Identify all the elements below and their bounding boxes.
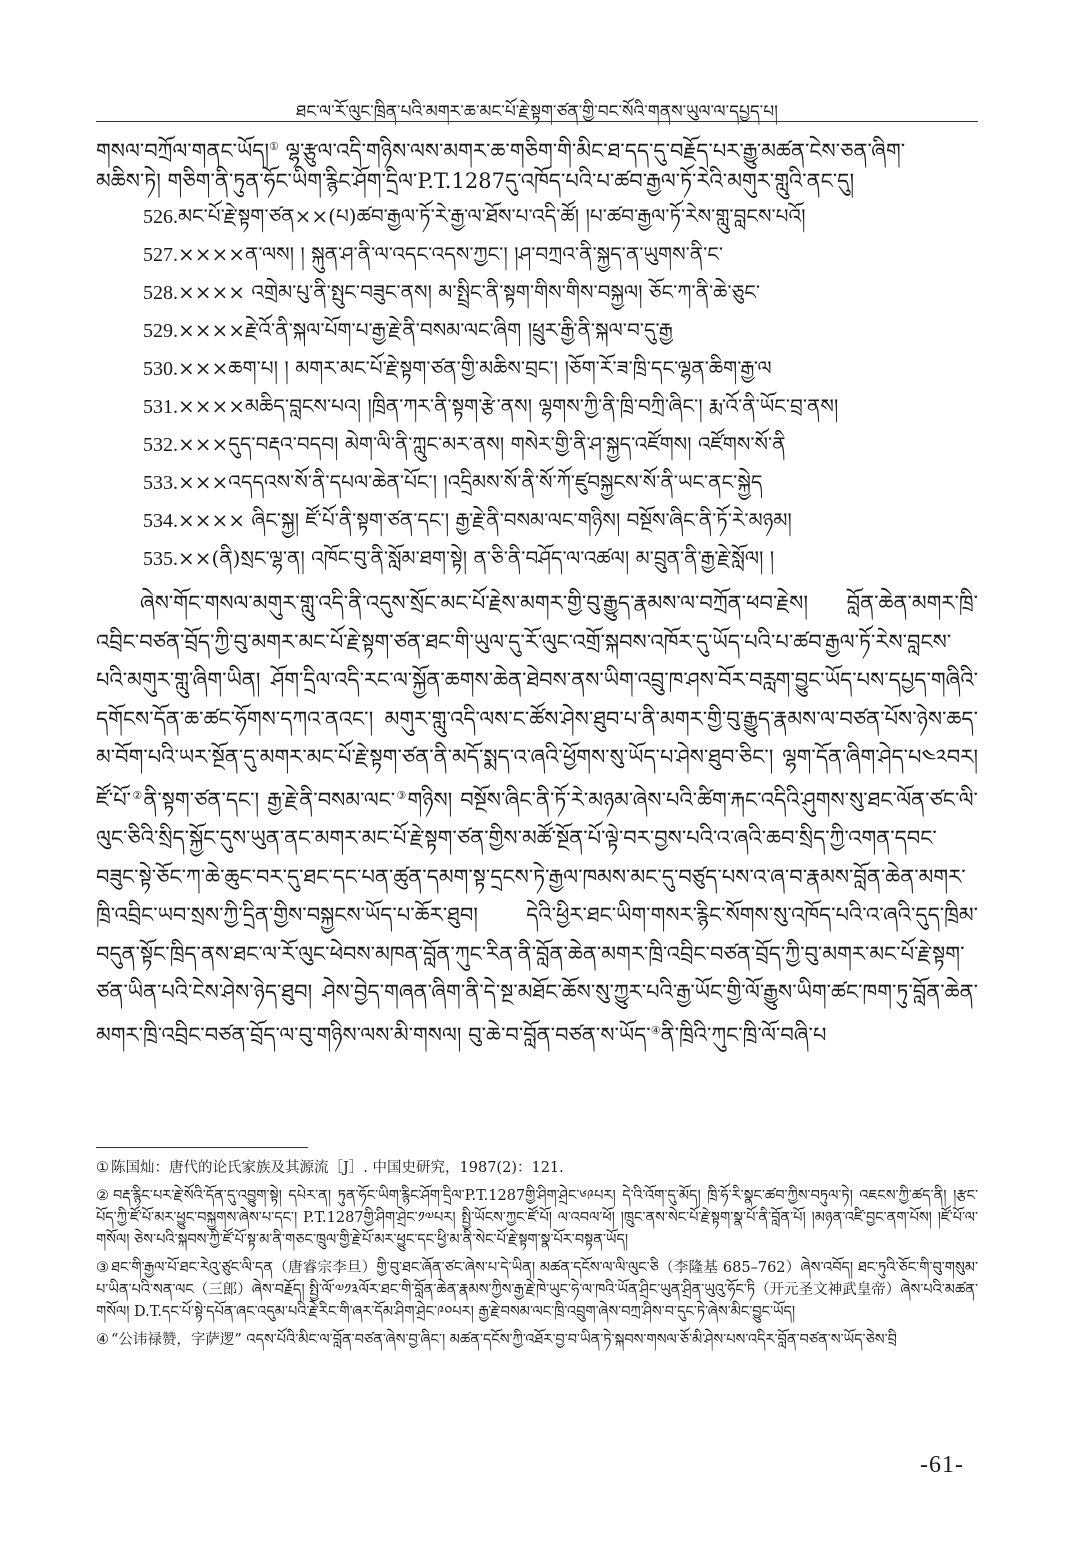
numbered-verse-lines bbox=[96, 198, 978, 578]
running-header: ཐང་ལ་ཪོ་ལུང་ཁྲིན་པའི་མགར་ཆ་མང་པོ་རྗེ་སྟག་ཙན་གྱི་བང་སོའི་གནས་ཡུལ་ལ་དཔྱད་པ། bbox=[296, 102, 778, 122]
intro-text-cont: ལྷ་རྩུལ་འདི་གཉིས་ལས་མགར་ཆ་གཅིག་གི་མིང་ཐ་དད་དུ་བརྗོད་པར་རྒྱུ་མཚན་ངེས་ཅན་ཞིག་ bbox=[278, 139, 906, 163]
footnote-text: བརྡ་རྙིང་པར་རྗེ་སོའི་དོན་དུ་འབྱུག་སྟེ། དཔེར་ན། ཏུན་ཧོང་ཡིག་རྙིང་ཤོག་དྲིལ་P.T.1287གྱི་ཤིག་ཤྲེང་༦༩པར། དེ་འི་འོག་དུ་མོད། ཁྲི་ཧོ་རི་སྣང་ཚབ་ཀྱིས་བཏུལ་ཏེ། འཇངས་ཀྱི་ཚད་ནི། །རྩང་པོད་ཀྱི་ཛོ་པོ་མར་ཕྱུང་བསྐྱགས་ཞེས་པ་དང་། P.T.1287གྱི་ཤིག་ཤྲེང་༡༧པར། སྤྱི་ཡོངས་ཀྱང་ཛོ་པོ། ལ་འབལ་ཕོ། །ཁྲུང་ནས་སེང་པོ་རྗེ་སྟག་སྣ་པོ་ནི་བློན་པོ། །མཉན་འཛི་བྱང་ནག་པོས། །ཛོ་པོ་ལ་གསོལ། ཅེས་པའི་སྐབས་ཀྱི་ཛོ་པོ་སྟ་མ་ནི་གཅང་ཁྲུལ་གྱི་རྗེ་པོ་མར་ཕྱུང་དང་ཕྱི་མ་ནི་སེང་པོ་རྗེ་སྟག་སྣ་པོར་བསྟན་ཡོད། bbox=[96, 1188, 978, 1248]
line-number: 530. bbox=[143, 358, 178, 380]
footnote-ref-1[interactable]: ① bbox=[269, 140, 279, 153]
line-number: 534. bbox=[143, 510, 178, 532]
line-number: 529. bbox=[143, 320, 178, 342]
footnote-ref-2[interactable]: ② bbox=[131, 788, 144, 802]
intro-text: གསལ་བཀྲོལ་གནང་ཡོད། bbox=[96, 139, 270, 163]
footnote-1 bbox=[96, 1157, 978, 1179]
footnote-3 bbox=[96, 1257, 978, 1323]
body-text bbox=[96, 132, 978, 1054]
verse-line bbox=[96, 350, 978, 388]
footnote-ref-4[interactable]: ④ bbox=[650, 1023, 661, 1037]
line-text: ×××× འགྲེམ་པུ་ནི་སྤུང་བཟུང་ནས། མ་སྤྲིང་ནི་སྟག་གིས་གིས་བསྐྱལ། ཅོང་ཀ་ནི་ཆེ་ཅུང་ bbox=[178, 280, 761, 304]
header-rule bbox=[96, 121, 978, 122]
verse-line bbox=[96, 236, 978, 274]
footnote-mark: ③ bbox=[96, 1260, 110, 1276]
main-text-3: གཉིས། བསྔོས་ཞིང་ནི་ཏོ་རེ་མཉམ་ཞེས་པའི་ཚིག་རྐང་འདིའི་ཤུགས་སུ་ཐང་ལོན་ཙང་ལི་ལུང་ཅིའི་སྲིད་སྐྱོང་དུས་ཡུན་ནང་མགར་མང་པོ་རྗེ་སྟག་ཙན་གྱིས་མཚོ་སྔོན་པོ་ལྟེ་བར་བྱས་པའི་འ་ཞའི་ཆབ་སྲིད་ཀྱི་འགན་དབང་བཟུང་སྟེ་ཅོང་ཀ་ཆེ་ཆུང་བར་དུ་ཐང་དང་པན་ཚུན་དམག་སྟ་དྲངས་ཏེ་རྒྱལ་ཁམས་མང་དུ་བཙུད་པས་འ་ཞ་བ་རྣམས་བློན་ཆེན་མགར་ཁྲི་འབྲིང་ཡབ་སྲས་ཀྱི་དྲིན་གྱིས་བསྐྱངས་ཡོད་པ་ཆོར་ཐུབ། དེའི་ཕྱིར་ཐང་ཡིག་གསར་རྙིང་སོགས་སུ་འཁོད་པའི་འ་ཞའི་དུད་ཁྲིམ་བདུན་སྟོང་ཁྲིད་ནས་ཐང་ལ་ཪོ་ལུང་ཕེབས་མཁན་བློན་ཀུང་རིན་ནི་བློན་ཆེན་མགར་ཁྲི་འབྲིང་བཙན་བྲོད་ཀྱི་བུ་མགར་མང་པོ་རྗེ་སྟག་ཙན་ཡིན་པའི་ངེས་ཤེས་ཉེད་ཐུབ། ཤེས་བྱེད་གཞན་ཞིག་ནི་དེ་སྔ་མཐོང་ཆོས་སུ་ཀྱུར་པའི་རྒྱ་ཡོང་གྱི་ལོ་རྒྱུས་ཡིག་ཚང་ཁག་ཏུ་བློན་ཆེན་མགར་ཁྲི་འབྲིང་བཙན་བྲོད་ལ་བུ་གཉིས་ལས་མི་གསལ། བུ་ཆེ་བ་བློན་བཙན་ས་ཡོད་ bbox=[96, 787, 978, 1047]
intro-text-line2: མཆིས་ཏེ། གཅིག་ནི་ཏུན་ཧོང་ཡིག་རྙིང་ཤོག་དྲིལ་P.T.1287དུ་འཁོད་པའི་པ་ཚབ་རྒྱལ་ཏོ་རེའི་མགུར་གླུའི་ནང་དུ། bbox=[96, 169, 855, 193]
line-text: མང་པོ་རྗེ་སྟག་ཙན××(པ)ཚབ་རྒྱལ་ཏོ་རེ་རྒྱ་ལ་ཐོས་པ་འདི་ཚོ། །པ་ཚབ་རྒྱལ་ཏོ་རེས་གླུ་བླངས་པའོ། bbox=[178, 204, 806, 228]
line-number: 527. bbox=[143, 244, 178, 266]
verse-line bbox=[96, 312, 978, 350]
footnote-4 bbox=[96, 1329, 978, 1351]
line-number: 531. bbox=[143, 396, 178, 418]
line-text: ××××རྗེ་འོ་ནི་སྐལ་པོག་པ་རྒྱ་རྗེ་ནི་བསམ་ལང་ཞིག །ཕྲུར་རྒྱི་ནི་སྐལ་བ་དུ་རྒྱ bbox=[178, 318, 673, 342]
footnote-mark: ① bbox=[96, 1160, 109, 1176]
verse-line bbox=[96, 198, 978, 236]
verse-line bbox=[96, 426, 978, 464]
line-number: 535. bbox=[143, 548, 178, 570]
line-number: 526. bbox=[143, 206, 178, 228]
verse-line bbox=[96, 464, 978, 502]
line-text: ××××མཆིད་བླངས་པའ། །ཁྲིན་ཀར་ནི་སྟག་རྩེ་ནས། ལྷགས་ཀྱི་ནི་ཁྲི་བཀྲི་ཞིང་། རྨ་འོ་ནི་ཡོང་བྲ་ནས། bbox=[178, 394, 839, 418]
footnote-mark: ② bbox=[96, 1188, 111, 1204]
verse-line bbox=[96, 502, 978, 540]
main-text-2: ནི་སྟག་ཙན་དང་། རྒྱ་རྗེ་ནི་བསམ་ལང་ bbox=[143, 787, 396, 812]
line-number: 533. bbox=[143, 472, 178, 494]
main-paragraph bbox=[96, 584, 978, 1054]
line-text: ××××ན་ལས། ། སྐུན་ཤ་ནི་ལ་འདང་འདས་ཀྱང་། །ཤ་བཀྲའ་ནི་སྐྱད་ན་ཡུགས་ནི་ང་ bbox=[178, 242, 724, 266]
line-number: 528. bbox=[143, 282, 178, 304]
main-text-1: ཞེས་གོང་གསལ་མགུར་གླུ་འདི་ནི་འདུས་སྲོང་མང་པོ་རྗེས་མགར་གྱི་བུ་རྒྱུད་རྣམས་ལ་བཀྲོན་ཕབ་རྗེས། བློན་ཆེན་མགར་ཁྲི་འབྲིང་བཙན་བྲོད་ཀྱི་བུ་མགར་མང་པོ་རྗེ་སྟག་ཙན་ཐང་གི་ཡུལ་དུ་ཪོ་ལུང་འགྲོ་སྐབས་འཁོར་དུ་ཡོད་པའི་པ་ཚབ་རྒྱལ་ཏོ་རེས་བླངས་པའི་མགུར་གླུ་ཞིག་ཡིན། ཤོག་དྲིལ་འདི་རང་ལ་སྐྱོན་ཆགས་ཆེན་ཐེབས་ནས་ཡིག་འབྲུ་ཁ་ཤས་བོར་བརླག་བྱུང་ཡོད་པས་དཔྱད་གཞིའི་དགོངས་དོན་ཆ་ཚང་ཧོགས་དཀའ་ནའང་། མགུར་གླུ་འདི་ལས་ང་ཚོས་ཤེས་ཐུབ་པ་ནི་མགར་གྱི་བུ་རྒྱུད་རྣམས་ལ་བཙན་པོས་ཉེས་ཆད་མ་བོག་པའི་ཡར་སྔོན་དུ་མགར་མང་པོ་རྗེ་སྟག་ཙན་ནི་མདོ་སྨད་འ་ཞའི་ཕྱོགས་སུ་ཡོད་པ་ཤེས་ཐུབ་ཅིང་། ལྷག་དོན་ཞིག་ཤེད་པ༤༢བར། ཛོ་པོ་ bbox=[96, 591, 978, 812]
line-text: ×××འདདའས་སོ་ནི་དཔལ་ཆེན་པོང་། །འདྲིམས་སོ་ནི་སོ་ཀོ་ཛུབསྐྱངས་སོ་ནི་ཡང་ནང་སྐྱེད bbox=[178, 470, 763, 494]
footnote-ref-3[interactable]: ③ bbox=[395, 788, 408, 802]
line-text: ××(ནི)སྲང་ལྷ་ན། འཁོང་བུ་ནི་སློམ་ཐག་སྟེ། ན་ཅི་ནི་བཤོད་ལ་འཚལ། མ་བྲུན་ནི་རྒྱ་རྗེ་སློལ། ། bbox=[178, 546, 775, 570]
footnote-rule bbox=[96, 1147, 308, 1148]
page-number: -61- bbox=[920, 1452, 964, 1478]
line-number: 532. bbox=[143, 434, 178, 456]
line-text: ×××དུད་བརྡའ་བདབ། མེག་ལི་ནི་ཀླུང་མར་ནས། གསེར་གྱི་ནི་ཤ་སྐྱད་འཛོགས། འཛོགས་སོ་ནི bbox=[178, 432, 786, 456]
footnotes bbox=[96, 1157, 978, 1357]
footnote-mark: ④ bbox=[96, 1332, 109, 1348]
footnote-text: 陈国灿：唐代的论氏家族及其源流［J］. 中国史研究，1987(2)：121. bbox=[111, 1160, 564, 1176]
line-text: ×××× ཞིང་སྐྱ། ཛོ་པོ་ནི་སྟག་ཙན་དང་། རྒྱ་རྗེ་ནི་བསམ་ལང་གཉིས། བསྔོས་ཞིང་ནི་ཏོ་རེ་མཉམ། bbox=[178, 508, 792, 532]
footnote-text: “公讳禄赞，字萨逻” འདས་པོའི་མིང་ལ་བློན་བཙན་ཞེས་བྱ་ཞིང་། མཚན་དངོས་ཀྱི་འཐོར་བྱ་བ་ཡིན་ཏེ་སྐབས་གསལ་ཅོ་མི་ཤེས་པས་འདིར་བློན་བཙན་ས་ཡོད་ཅེས་བྲི bbox=[111, 1332, 897, 1348]
verse-line bbox=[96, 540, 978, 578]
line-text: ×××ཆག་པ། ། མགར་མང་པོ་རྗེ་སྟག་ཙན་གྱི་མཆིས་བྲང་། །ཅོག་རོ་ཟ་ཁྲི་དང་ལྷན་ཆིག་རྒྱ་ལ bbox=[178, 356, 772, 380]
footnote-2 bbox=[96, 1185, 978, 1251]
verse-line bbox=[96, 274, 978, 312]
verse-line bbox=[96, 388, 978, 426]
intro-paragraph bbox=[96, 132, 978, 196]
main-text-4: ནི་ཁྲིའི་ཀུང་ཁྲི་ལོ་བཞི་པ bbox=[660, 1022, 827, 1047]
footnote-text: ཐང་གི་རྒྱལ་པོ་ཐང་རེའུ་ཙུང་ལི་དན（唐睿宗李旦）གྱི་བུ་ཐང་ཞོན་ཙང་ཞེས་པ་དེ་ཡིན། མཚན་དངོས་ལ་ལི་ལུང་ཅི（李隆基 685–762）ཞེས་འབོད། ཐང་ཏུའི་ཅོང་གི་བུ་གསུམ་པ་ཡིན་པའི་སན་ལང（三郎）ཞེས་བརྗོད། སྤྱི་ལོ་༧༡༣ལོར་ཐང་གི་བློན་ཆེན་རྣམས་ཀྱིས་རྒྱ་རྗེ་ཁེ་ཡུང་ཧེ་ལ་ཁའི་ཡོན་ཤྲིང་ཡུན་ཤྲིན་ཡུའུ་ཧོང་ཏི（开元圣文神武皇帝）ཞེས་པའི་མཚན་གསོལ། D.T.དང་པོ་སྟེ་དཔོན་ཞང་འདུམ་པའི་རྗེ་རིང་གི་ཞར་དོམ་ཤིག་ཤྲེང་༩༠པར། རྒྱ་རྗེ་བསམ་ལང་ཁྲི་འབྲུག་ཞེས་བཀྲ་ཤིས་བ་དུང་ཏེ་ཞེས་མིང་བྱུང་ཡོད། bbox=[96, 1260, 979, 1320]
